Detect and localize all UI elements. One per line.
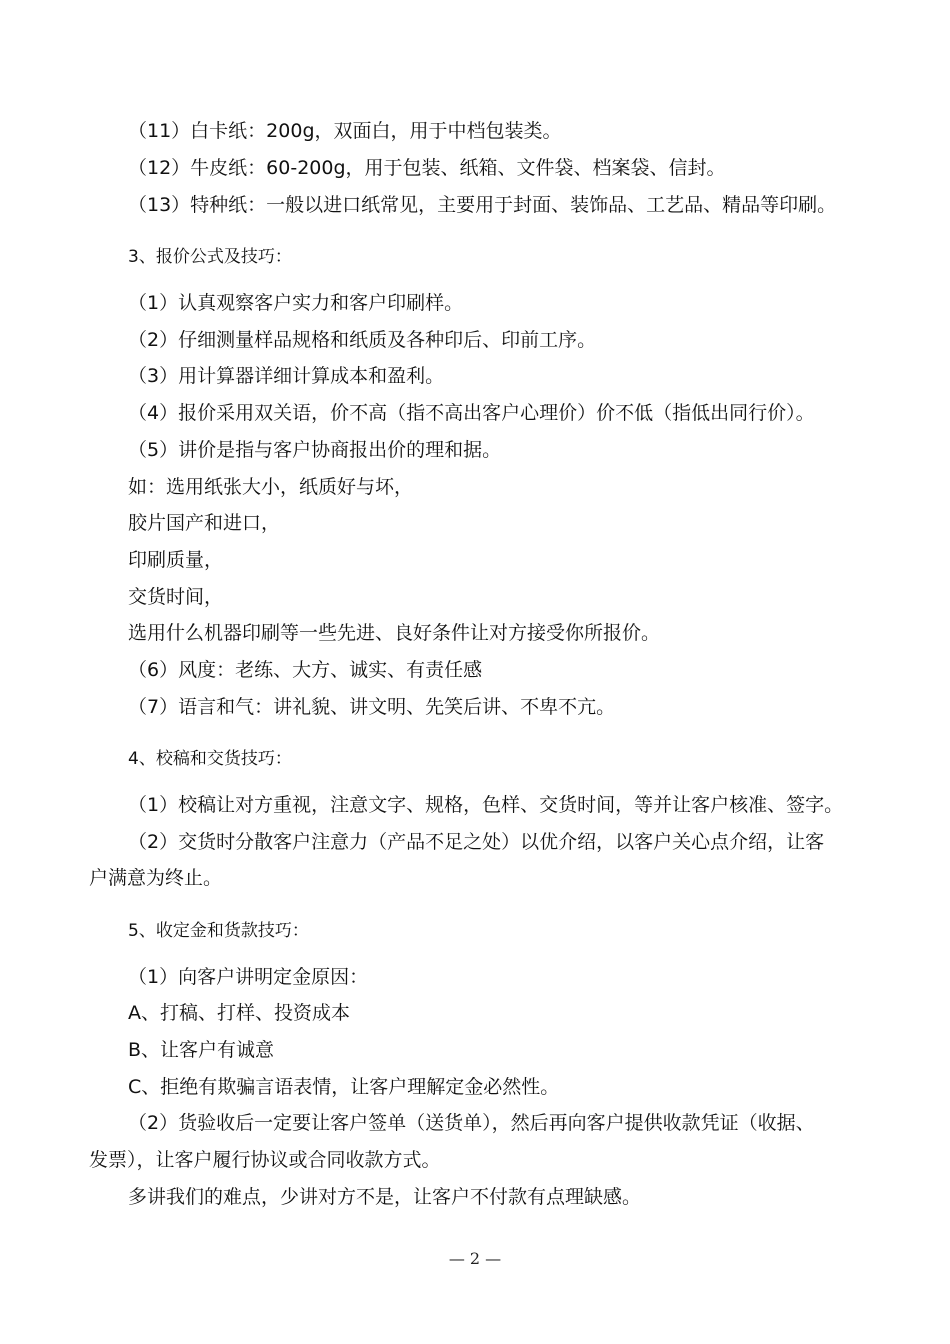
paragraph-line: 多讲我们的难点，少讲对方不是，让客户不付款有点理缺感。 (128, 1186, 642, 1208)
paragraph-line: （3）用计算器详细计算成本和盈利。 (128, 365, 445, 387)
paragraph-line: （1）校稿让对方重视，注意文字、规格，色样、交货时间，等并让客户核准、签字。 (128, 794, 844, 816)
paragraph-line: （4）报价采用双关语，价不高（指不高出客户心理价）价不低（指低出同行价）。 (128, 402, 815, 424)
paragraph-line: 选用什么机器印刷等一些先进、良好条件让对方接受你所报价。 (128, 622, 661, 644)
paragraph-line: （12）牛皮纸：60-200g，用于包装、纸箱、文件袋、档案袋、信封。 (128, 157, 726, 179)
paragraph-line: 发票），让客户履行协议或合同收款方式。 (89, 1149, 441, 1171)
paragraph-line: A、打稿、打样、投资成本 (128, 1002, 350, 1024)
paragraph-line: （1）向客户讲明定金原因： (128, 966, 369, 988)
paragraph-line: 如：选用纸张大小，纸质好与坏， (128, 476, 414, 498)
paragraph-line: （6）风度：老练、大方、诚实、有责任感 (128, 659, 483, 681)
paragraph-line: （2）交货时分散客户注意力（产品不足之处）以优介绍，以客户关心点介绍，让客 (128, 831, 825, 853)
paragraph-line: （2）仔细测量样品规格和纸质及各种印后、印前工序。 (128, 329, 597, 351)
paragraph-line: C、拒绝有欺骗言语表情，让客户理解定金必然性。 (128, 1076, 560, 1098)
paragraph-line: （11）白卡纸：200g，双面白，用于中档包装类。 (128, 120, 562, 142)
page-number: — 2 — (448, 1249, 502, 1268)
section-heading: 3、报价公式及技巧： (128, 247, 292, 267)
paragraph-line: （1）认真观察客户实力和客户印刷样。 (128, 292, 464, 314)
paragraph-line: 印刷质量， (128, 549, 224, 571)
paragraph-line: （7）语言和气：讲礼貌、讲文明、先笑后讲、不卑不亢。 (128, 696, 616, 718)
section-heading: 4、校稿和交货技巧： (128, 749, 292, 769)
section-heading: 5、收定金和货款技巧： (128, 921, 309, 941)
paragraph-line: B、让客户有诚意 (128, 1039, 275, 1061)
paragraph-line: （5）讲价是指与客户协商报出价的理和据。 (128, 439, 502, 461)
paragraph-line: 胶片国产和进口， (128, 512, 281, 534)
paragraph-line: 交货时间， (128, 586, 224, 608)
paragraph-line: 户满意为终止。 (89, 867, 223, 889)
paragraph-line: （13）特种纸：一般以进口纸常见，主要用于封面、装饰品、工艺品、精品等印刷。 (128, 194, 837, 216)
paragraph-line: （2）货验收后一定要让客户签单（送货单），然后再向客户提供收款凭证（收据、 (128, 1112, 815, 1134)
